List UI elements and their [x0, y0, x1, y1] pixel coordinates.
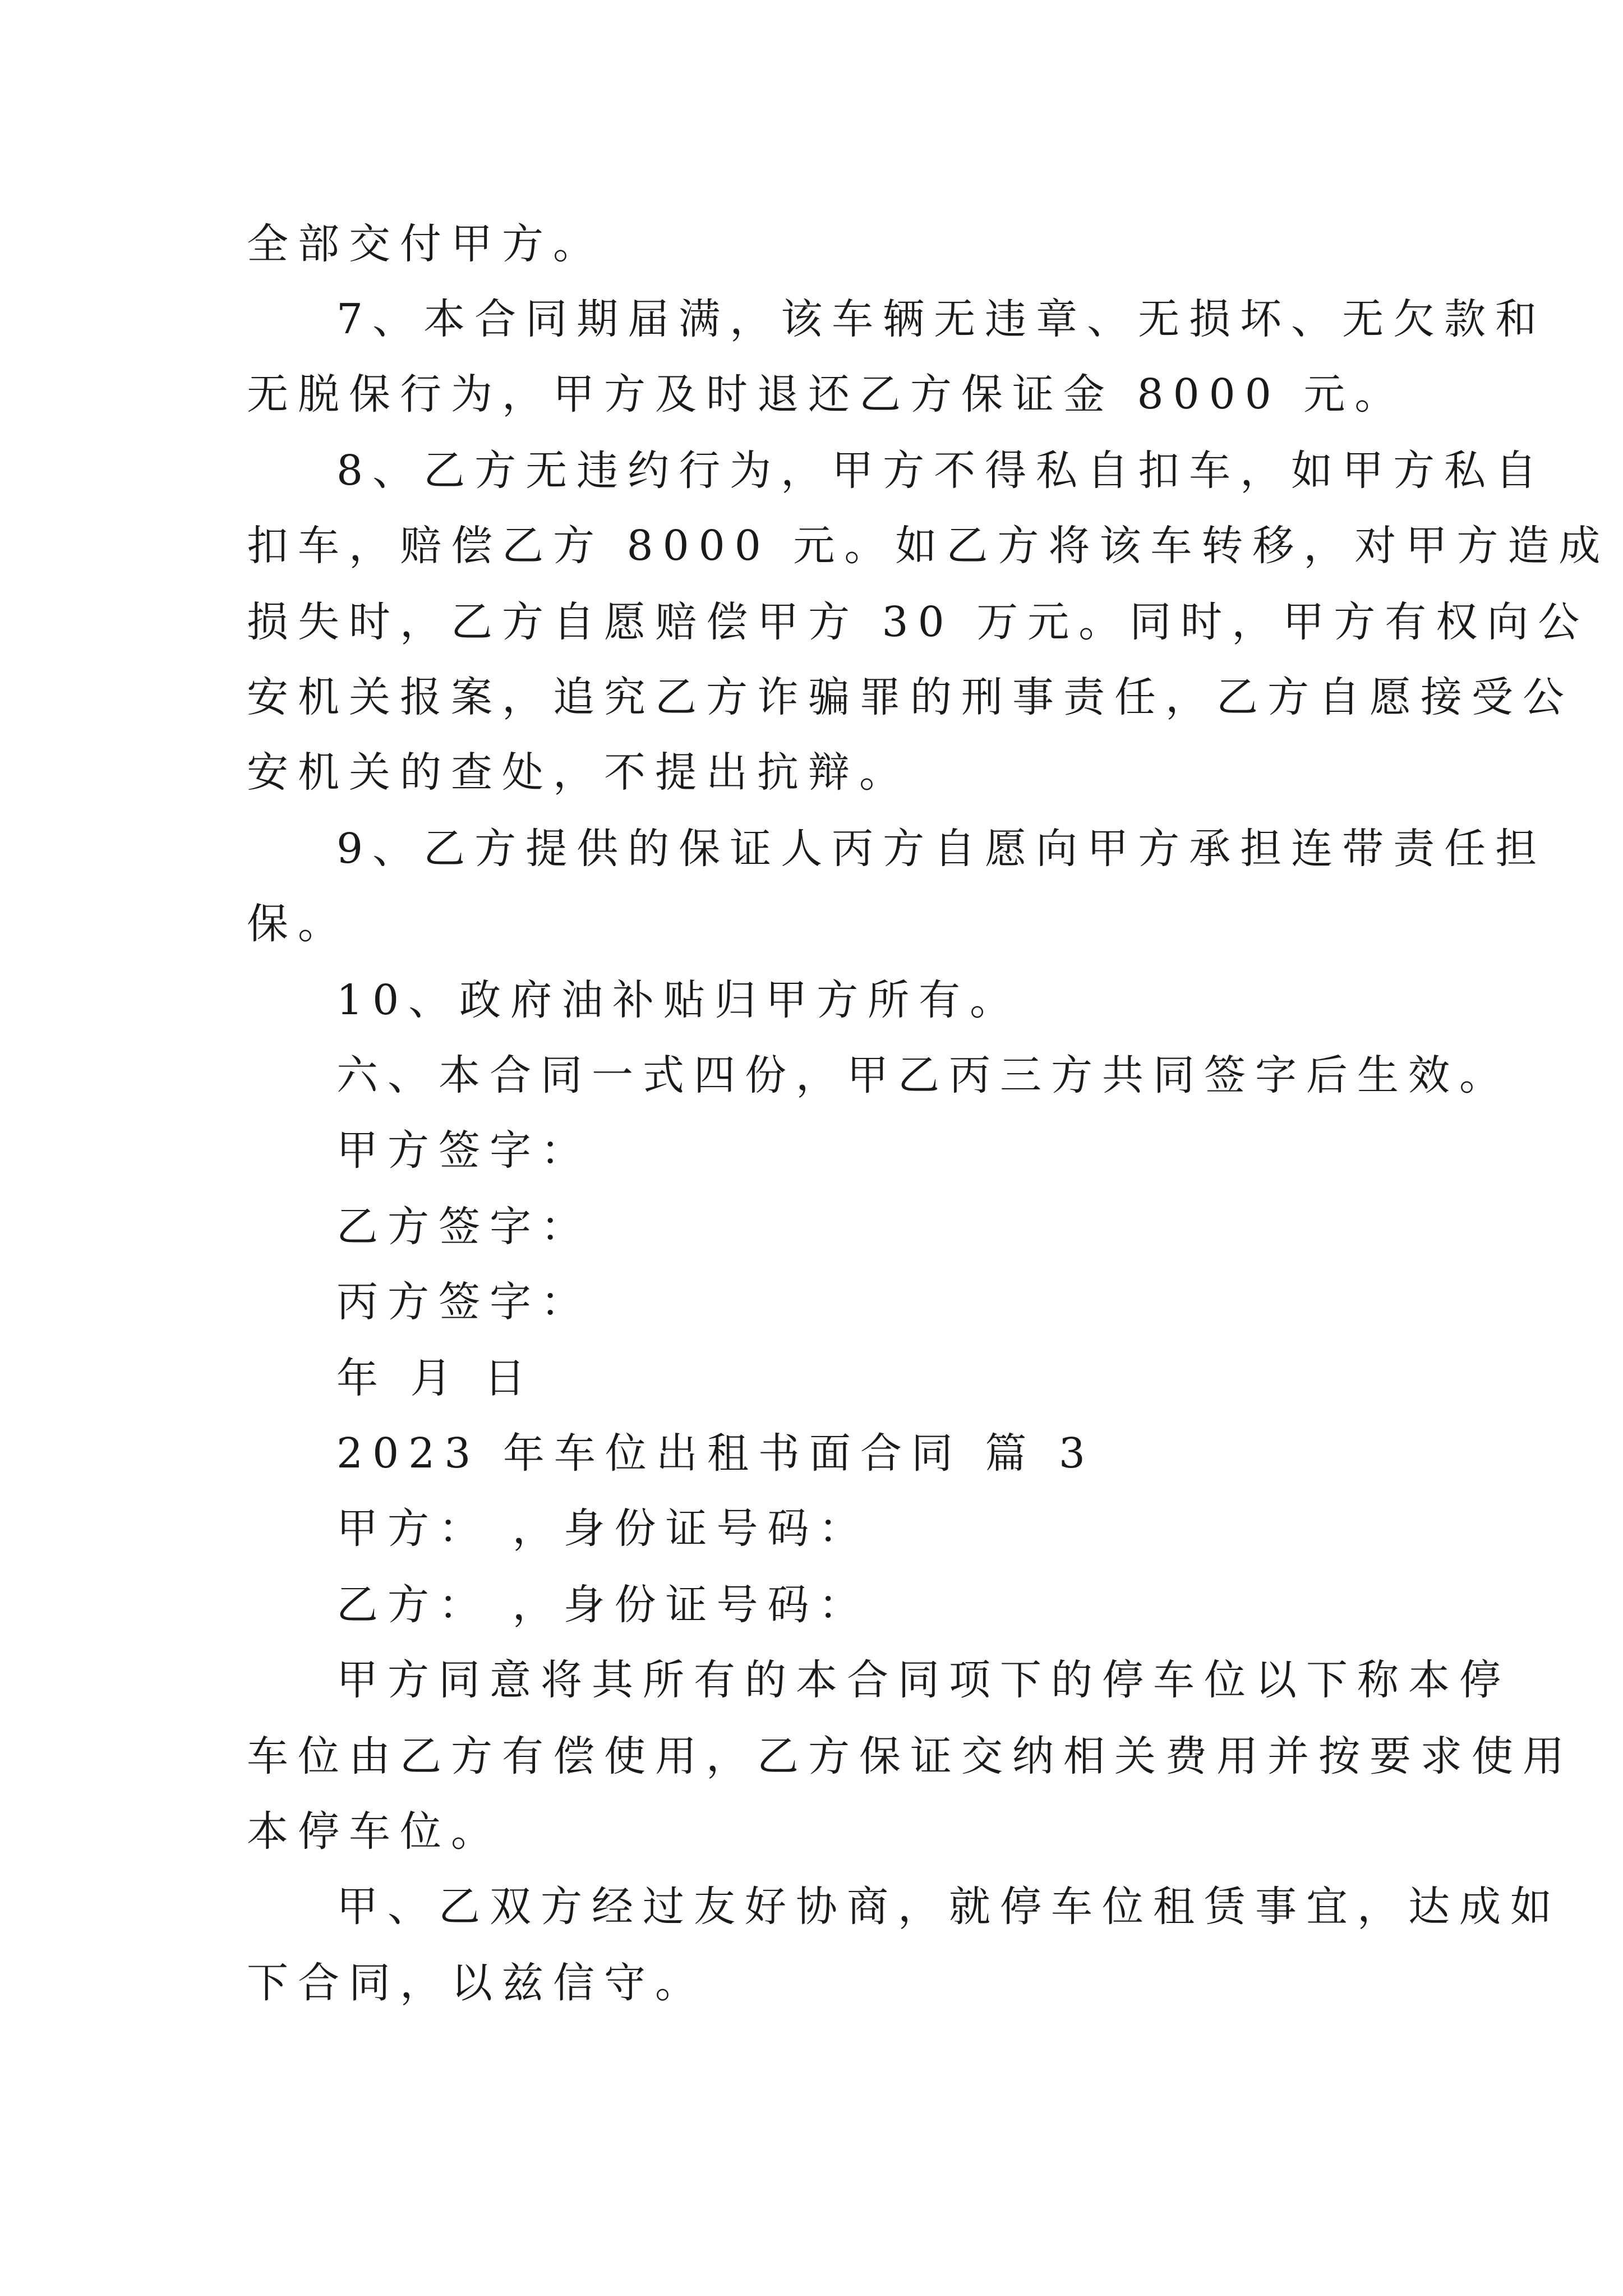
text-line: 保。 — [247, 900, 349, 948]
text-line: 安机关报案，追究乙方诈骗罪的刑事责任，乙方自愿接受公 — [247, 673, 1574, 721]
text-line: 损失时，乙方自愿赔偿甲方 30 万元。同时，甲方有权向公 — [247, 598, 1589, 646]
text-line: 本停车位。 — [247, 1807, 502, 1856]
section-heading: 2023 年车位出租书面合同 篇 3 — [336, 1429, 1095, 1478]
text-line: 下合同，以兹信守。 — [247, 1959, 706, 2007]
party-line: 甲方： ，身份证号码： — [336, 1504, 870, 1553]
signature-line: 丙方签字： — [336, 1278, 592, 1326]
text-line: 车位由乙方有偿使用，乙方保证交纳相关费用并按要求使用 — [247, 1732, 1574, 1780]
text-line: 全部交付甲方。 — [247, 220, 604, 268]
text-line: 扣车，赔偿乙方 8000 元。如乙方将该车转移，对甲方造成 — [247, 522, 1610, 570]
text-line: 六、本合同一式四份，甲乙丙三方共同签字后生效。 — [336, 1051, 1510, 1099]
date-line: 年 月 日 — [336, 1354, 536, 1402]
text-line: 8、乙方无违约行为，甲方不得私自扣车，如甲方私自 — [336, 447, 1547, 495]
text-line: 甲、乙双方经过友好协商，就停车位租赁事宜，达成如 — [336, 1883, 1561, 1931]
signature-line: 甲方签字： — [336, 1126, 592, 1175]
text-line: 7、本合同期届满，该车辆无违章、无损坏、无欠款和 — [336, 295, 1547, 343]
text-line: 10、政府油补贴归甲方所有。 — [336, 976, 1021, 1024]
text-line: 安机关的查处，不提出抗辩。 — [247, 748, 910, 797]
text-line: 9、乙方提供的保证人丙方自愿向甲方承担连带责任担 — [336, 825, 1547, 873]
text-line: 甲方同意将其所有的本合同项下的停车位以下称本停 — [336, 1656, 1510, 1704]
text-line: 无脱保行为，甲方及时退还乙方保证金 8000 元。 — [247, 370, 1406, 418]
party-line: 乙方： ，身份证号码： — [336, 1581, 870, 1629]
signature-line: 乙方签字： — [336, 1203, 592, 1251]
